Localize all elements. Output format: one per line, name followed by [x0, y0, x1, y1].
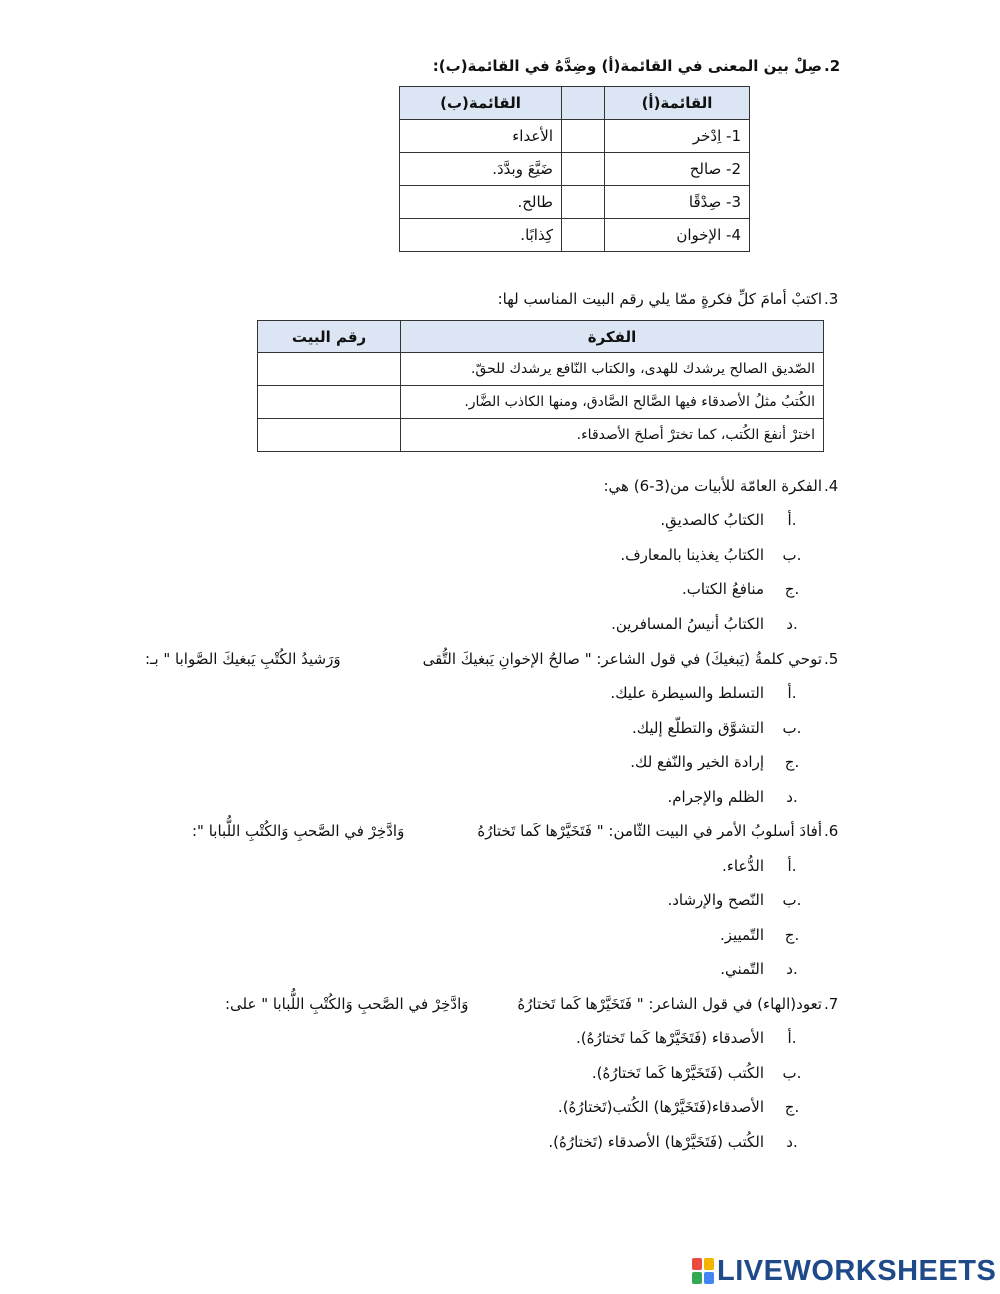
q6-prompt: أفادَ أسلوبُ الأمر في البيت الثّامن: " فَتَخَيَّرْها كَما تَختارُهُ — [477, 822, 822, 840]
q5-option-letter: د. — [786, 788, 798, 806]
q5-option-letter: ج. — [784, 753, 800, 771]
q7-prompt: تعود(الهاء) في قول الشاعر: " فَتَخَيَّرْها كَما تَختارُهُ — [517, 995, 822, 1013]
q2-cell-b: الأعداء — [400, 120, 562, 153]
q4-option-c[interactable]: منافعُ الكتاب. — [681, 580, 764, 598]
logo-tile — [692, 1272, 702, 1284]
q6-option-letter: ب. — [782, 891, 802, 909]
q5-number: .5 — [824, 650, 839, 668]
q7-option-letter: د. — [786, 1133, 798, 1151]
q2-header-blank — [562, 87, 605, 120]
q7-option-b[interactable]: الكُتب (فَتَخَيَّرْها كَما تَختارُهُ). — [591, 1064, 764, 1082]
q4-option-b[interactable]: الكتابُ يغذينا بالمعارف. — [620, 546, 764, 564]
q7-option-letter: ب. — [782, 1064, 802, 1082]
q5-option-letter: ب. — [782, 719, 802, 737]
q5-option-b[interactable]: التشوَّق والتطلّع إليك. — [631, 719, 764, 737]
q5-option-a[interactable]: التسلط والسيطرة عليك. — [610, 684, 764, 702]
table-row — [258, 386, 824, 419]
q2-header-b: القائمة(ب) — [400, 87, 562, 120]
q5-option-d[interactable]: الظلم والإجرام. — [667, 788, 764, 806]
q2-header-a: القائمة(أ) — [605, 87, 750, 120]
q3-verse-input[interactable] — [258, 353, 401, 386]
q4-option-letter: د. — [786, 615, 798, 633]
q5-option-letter: أ. — [787, 684, 797, 702]
q7-option-a[interactable]: الأصدقاء (فَتَخَيَّرْها كَما تَختارُهُ). — [575, 1029, 764, 1047]
q2-cell-b: ضَيَّعَ وبدَّدَ. — [400, 153, 562, 186]
q7-number: .7 — [824, 995, 839, 1013]
q4-option-a[interactable]: الكتابُ كالصديقِ. — [660, 511, 764, 529]
q4-option-d[interactable]: الكتابُ أنيسُ المسافرين. — [611, 615, 764, 633]
logo-tile — [704, 1258, 714, 1270]
q7-option-d[interactable]: الكُتب (فَتَخَيَّرْها) الأصدقاء (تَختارُهُ). — [548, 1133, 764, 1151]
q7-option-letter: ج. — [784, 1098, 800, 1116]
q6-option-a[interactable]: الدُّعاء. — [722, 857, 764, 875]
q5-verse-second-half: وَرَشيدُ الكُتْبِ يَبغيكَ الصَّوابا " بـ: — [145, 650, 341, 668]
q3-header-verse: رقم البيت — [258, 321, 401, 353]
q4-option-letter: أ. — [787, 511, 797, 529]
q4-option-letter: ب. — [782, 546, 802, 564]
table-row — [400, 219, 750, 252]
table-row — [258, 419, 824, 452]
q2-cell-b: كِذابًا. — [400, 219, 562, 252]
q5-prompt: توحي كلمةُ (يَبغيكَ) في قول الشاعر: " صالحُ الإخوانِ يَبغيكَ التُّقى — [422, 650, 822, 668]
table-row — [400, 186, 750, 219]
q3-idea-cell: الكُتبُ مثلُ الأصدقاء فيها الصَّالح الصَّادق، ومنها الكاذب الضَّار. — [401, 386, 824, 419]
q2-match-table — [399, 86, 750, 252]
q7-option-letter: أ. — [787, 1029, 797, 1047]
q7-verse-second-half: وَادَّخِرْ في الصَّحبِ وَالكُتْبِ اللُّبابا " على: — [225, 995, 469, 1013]
q3-header-idea: الفكرة — [401, 321, 824, 353]
q7-option-c[interactable]: الأصدقاء(فَتَخَيَّرْها) الكُتب(تَختارُهُ). — [557, 1098, 764, 1116]
q2-cell-a: 3- صِدْقًا — [605, 186, 750, 219]
q3-number: .3 — [824, 290, 839, 308]
q6-verse-second-half: وَادَّخِرْ في الصَّحبِ وَالكُتْبِ اللُّبابا ": — [192, 822, 405, 840]
table-row — [400, 153, 750, 186]
q2-answer-input[interactable] — [562, 186, 605, 219]
q2-answer-input[interactable] — [562, 153, 605, 186]
q6-option-b[interactable]: النّصح والإرشاد. — [667, 891, 764, 909]
q4-prompt: الفكرة العامّة للأبيات من(3-6) هي: — [603, 477, 822, 495]
q6-number: .6 — [824, 822, 839, 840]
q3-prompt: اكتبْ أمامَ كلِّ فكرةٍ ممّا يلي رقم البيت المناسب لها: — [497, 290, 822, 308]
logo-tile — [704, 1272, 714, 1284]
q2-cell-a: 2- صالح — [605, 153, 750, 186]
table-row — [258, 353, 824, 386]
q6-option-letter: ج. — [784, 926, 800, 944]
q4-option-letter: ج. — [784, 580, 800, 598]
q3-idea-cell: اخترْ أنفعَ الكُتب، كما تخترْ أصلحَ الأصدقاء. — [401, 419, 824, 452]
q2-cell-a: 1- اِدْخر — [605, 120, 750, 153]
table-row — [400, 120, 750, 153]
q6-option-c[interactable]: التّمييز. — [719, 926, 764, 944]
q5-option-c[interactable]: إرادة الخير والنّفع لك. — [630, 753, 764, 771]
q2-prompt: صِلْ بين المعنى في القائمة(أ) وضِدَّهُ في القائمة(ب): — [432, 57, 822, 75]
liveworksheets-logo-text: LIVEWORKSHEETS — [717, 1254, 997, 1287]
q6-option-letter: أ. — [787, 857, 797, 875]
q3-idea-table — [257, 320, 824, 452]
q3-verse-input[interactable] — [258, 419, 401, 452]
q6-option-d[interactable]: التّمني. — [720, 960, 764, 978]
liveworksheets-logo — [692, 1254, 996, 1288]
q2-answer-input[interactable] — [562, 120, 605, 153]
q3-idea-cell: الصّديق الصالح يرشدك للهدى، والكتاب النّافع يرشدك للحقّ. — [401, 353, 824, 386]
q2-cell-b: طالح. — [400, 186, 562, 219]
logo-tile — [692, 1258, 702, 1270]
q2-cell-a: 4- الإخوان — [605, 219, 750, 252]
q3-verse-input[interactable] — [258, 386, 401, 419]
q6-option-letter: د. — [786, 960, 798, 978]
q2-number: .2 — [824, 57, 841, 75]
liveworksheets-logo-icon — [692, 1258, 714, 1284]
q2-answer-input[interactable] — [562, 219, 605, 252]
q4-number: .4 — [824, 477, 839, 495]
